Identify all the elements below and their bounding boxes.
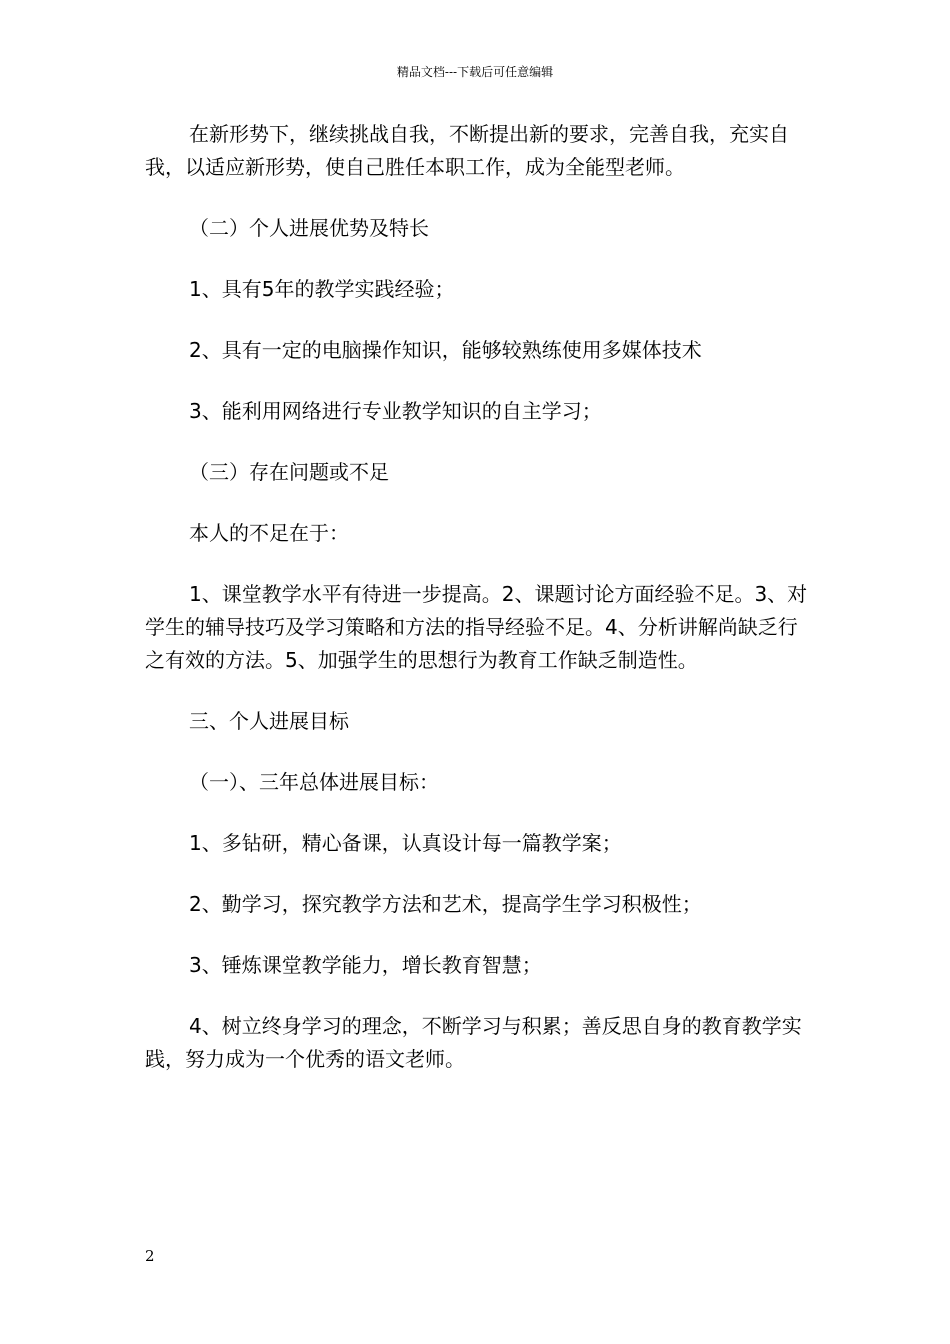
list-item-goal-1: 1、多钻研，精心备课，认真设计每一篇教学案； (189, 831, 622, 855)
section-heading-problems: （三）存在问题或不足 (189, 460, 389, 484)
paragraph-shortcomings-list: 1、课堂教学水平有待进一步提高。2、课题讨论方面经验不足。3、对学生的辅导技巧及学习策略和方法的指导经验不足。4、分析讲解尚缺乏行之有效的方法。5、加强学生的思想行为教育工作缺乏制造性。 (145, 582, 808, 672)
list-item-strength-2: 2、具有一定的电脑操作知识，能够较熟练使用多媒体技术 (189, 338, 702, 362)
list-item-goal-3: 3、锤炼课堂教学能力，增长教育智慧； (189, 953, 542, 977)
section-heading-strengths: （二）个人进展优势及特长 (189, 216, 429, 240)
list-item-goal-2: 2、勤学习，探究教学方法和艺术，提高学生学习积极性； (189, 892, 702, 916)
paragraph-shortcomings-intro: 本人的不足在于： (189, 521, 349, 545)
document-body (145, 118, 810, 1076)
page-number: 2 (145, 1247, 155, 1265)
subsection-heading-three-year-goals: （一）、三年总体进展目标： (189, 770, 439, 794)
list-item-strength-3: 3、能利用网络进行专业教学知识的自主学习； (189, 399, 602, 423)
paragraph-intro: 在新形势下，继续挑战自我，不断提出新的要求，完善自我，充实自我，以适应新形势，使自己胜任本职工作，成为全能型老师。 (145, 122, 789, 179)
list-item-goal-4: 4、树立终身学习的理念，不断学习与积累；善反思自身的教育教学实践，努力成为一个优秀的语文老师。 (145, 1014, 802, 1071)
page-header: 精品文档---下载后可任意编辑 (396, 65, 554, 79)
list-item-strength-1: 1、具有5年的教学实践经验； (189, 277, 455, 301)
section-heading-goals: 三、个人进展目标 (189, 709, 349, 733)
